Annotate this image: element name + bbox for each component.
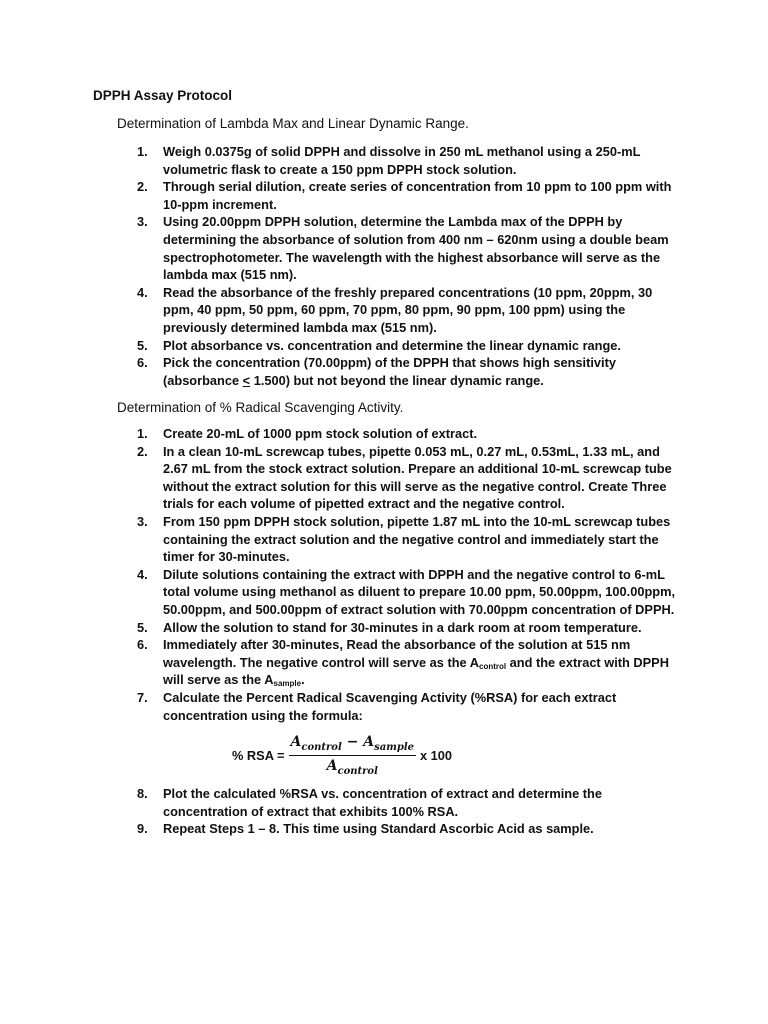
step-number: 5.	[137, 619, 148, 635]
step-text: Calculate the Percent Radical Scavenging Activity (%RSA) for each extract concentration using the formula:	[163, 689, 617, 723]
step-text: Using 20.00ppm DPPH solution, determine the Lambda max of the DPPH by determining the absorbance of solution from 400 nm – 620nm using a double beam spectrophotometer. The wavelength with the highest absorbance will serve as the lambda max (515 nm).	[163, 214, 669, 283]
rsa-steps-list-b	[117, 785, 677, 838]
step-text: Plot absorbance vs. concentration and determine the linear dynamic range.	[163, 337, 621, 353]
list-item	[117, 213, 677, 283]
step-text: Through serial dilution, create series of concentration from 10 ppm to 100 ppm with 10-ppm increment.	[163, 179, 672, 212]
list-item	[117, 820, 677, 838]
step-text: Allow the solution to stand for 30-minutes in a dark room at room temperature.	[163, 619, 642, 635]
step-text: In a clean 10-mL screwcap tubes, pipette 0.053 mL, 0.27 mL, 0.53mL, 1.33 mL, and 2.67 mL from the stock extract solution. Prepare an additional 10-mL screwcap tube without the extract solution for this will serve as the negative control. Create Three trials for each volume of pipetted extract and the negative control.	[163, 443, 672, 512]
list-item	[117, 284, 677, 337]
step-number: 9.	[137, 821, 148, 837]
section-heading-rsa: Determination of % Radical Scavenging Activity.	[117, 400, 404, 415]
step-number: 1.	[137, 426, 148, 441]
step-number: 8.	[137, 786, 148, 801]
rsa-formula	[232, 734, 452, 777]
rsa-steps-list-a	[117, 425, 677, 724]
step-text: Dilute solutions containing the extract with DPPH and the negative control to 6-mL total volume using methanol as diluent to prepare 10.00 ppm, 50.00ppm, 100.00ppm, 50.00ppm, and 500.00ppm of extract solution with 70.00ppm concentration of DPPH.	[163, 566, 676, 617]
step-text: Immediately after 30-minutes, Read the absorbance of the solution at 515 nm wavelength. The negative control will serve as the $A_{control}$ and the extract with DPPH will serve as the $A_{sample}$.	[163, 637, 669, 689]
step-number: 5.	[137, 337, 148, 353]
formula-rhs: x 100	[419, 747, 453, 763]
formula-numerator: $A_{control} - A_{sample}$	[289, 734, 416, 756]
step-text: Repeat Steps 1 – 8. This time using Standard Ascorbic Acid as sample.	[163, 821, 594, 837]
step-text: From 150 ppm DPPH stock solution, pipette 1.87 mL into the 10-mL screwcap tubes containing the extract solution and the negative control and immediately start the timer for 30-minutes.	[163, 513, 671, 565]
list-item	[117, 178, 677, 213]
step-number: 4.	[137, 284, 148, 300]
step-number: 2.	[137, 179, 148, 195]
step-number: 3.	[137, 513, 148, 529]
step-text: Create 20-mL of 1000 ppm stock solution of extract.	[163, 426, 478, 441]
list-item	[117, 354, 677, 389]
formula-fraction	[289, 734, 416, 777]
step-number: 2.	[137, 443, 148, 459]
step-number: 7.	[137, 689, 148, 705]
list-item	[117, 566, 677, 619]
list-item	[117, 636, 677, 689]
section-heading-lambda: Determination of Lambda Max and Linear Dynamic Range.	[117, 116, 469, 131]
list-item	[117, 619, 677, 637]
formula-lhs: % RSA =	[232, 747, 285, 763]
step-number: 6.	[137, 637, 148, 653]
step-number: 1.	[137, 144, 148, 159]
list-item	[117, 337, 677, 355]
less-equal-symbol: <	[242, 372, 251, 388]
step-text: Weigh 0.0375g of solid DPPH and dissolve in 250 mL methanol using a 250-mL volumetric flask to create a 150 ppm DPPH stock solution.	[163, 144, 641, 177]
lambda-steps-list	[117, 143, 677, 389]
document-title: DPPH Assay Protocol	[93, 88, 233, 103]
list-item	[117, 689, 677, 724]
formula-denominator: $A_{control}$	[326, 757, 378, 777]
step-number: 3.	[137, 214, 148, 230]
step-text: Pick the concentration (70.00ppm) of the DPPH that shows high sensitivity (absorbance < 1.500) but not beyond the linear dynamic range.	[163, 355, 616, 388]
list-item	[117, 785, 677, 820]
list-item	[117, 143, 677, 178]
step-number: 6.	[137, 355, 148, 371]
step-text: Read the absorbance of the freshly prepared concentrations (10 ppm, 20ppm, 30 ppm, 40 ppm, 50 ppm, 60 ppm, 70 ppm, 80 ppm, 90 ppm, 100 ppm) using the previously determined lambda max (515 nm).	[163, 284, 653, 335]
step-text: Plot the calculated %RSA vs. concentration of extract and determine the concentration of extract that exhibits 100% RSA.	[163, 786, 602, 819]
step-number: 4.	[137, 566, 148, 582]
subscript-control: control	[479, 661, 507, 671]
list-item	[117, 443, 677, 513]
subscript-sample: sample	[273, 679, 302, 689]
list-item	[117, 425, 677, 443]
list-item	[117, 513, 677, 566]
